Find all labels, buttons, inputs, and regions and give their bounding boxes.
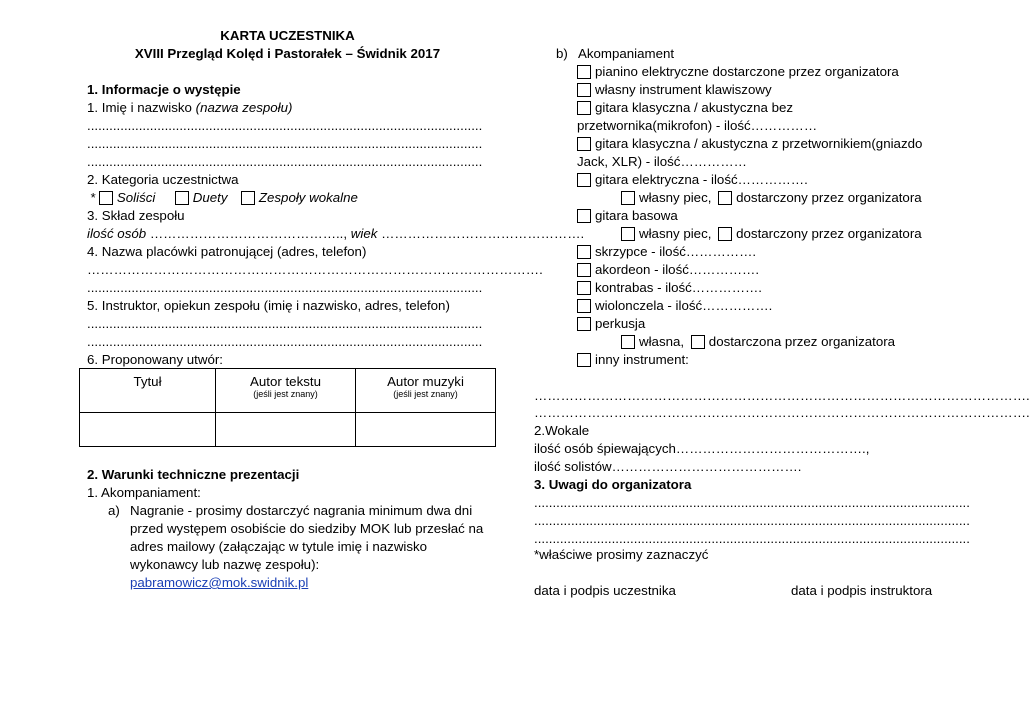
checkbox-bass-own-amp[interactable]: [621, 227, 635, 241]
label-bass-provided-amp: dostarczony przez organizatora: [736, 226, 922, 241]
checkbox-other-instrument[interactable]: [577, 353, 591, 367]
age-label: wiek: [350, 226, 382, 241]
table-header-music-author: [356, 369, 496, 413]
checkbox-electric-provided-amp[interactable]: [718, 191, 732, 205]
name-dots-1[interactable]: ...........................................................................................................: [87, 118, 483, 133]
item-a-line-1: Nagranie - prosimy dostarczyć nagrania minimum dwa dni: [130, 503, 473, 518]
checkbox-guitar-electric[interactable]: [577, 173, 591, 187]
remarks-dots-1[interactable]: ......................................................................................................................: [534, 495, 970, 510]
instructor-label: 5. Instruktor, opiekun zespołu (imię i nazwisko, adres, telefon): [87, 298, 450, 313]
b-marker: b): [556, 46, 568, 61]
vocals-label: 2.Wokale: [534, 423, 590, 438]
accompaniment-label: 1. Akompaniament:: [87, 485, 201, 500]
checkbox-groups[interactable]: [241, 191, 255, 205]
label-guitar-classic-pickup-b: Jack, XLR) - ilość……………: [577, 154, 747, 169]
instructor-dots-2[interactable]: ...........................................................................................................: [87, 334, 483, 349]
institution-label: 4. Nazwa placówki patronującej (adres, telefon): [87, 244, 367, 259]
label-guitar-electric: gitara elektryczna - ilość…………….: [595, 172, 808, 187]
email-link[interactable]: pabramowicz@mok.swidnik.pl: [130, 575, 309, 590]
checkbox-cello[interactable]: [577, 299, 591, 313]
category-star: *: [90, 190, 96, 205]
music-author-label: Autor muzyki: [387, 374, 464, 389]
category-options: [90, 189, 358, 206]
checkbox-own-keyboard[interactable]: [577, 83, 591, 97]
table-header-text-author: [216, 369, 356, 413]
label-piano-electric: pianino elektryczne dostarczone przez organizatora: [595, 64, 899, 79]
institution-dots-2[interactable]: ...........................................................................................................: [87, 280, 483, 295]
piece-label: 6. Proponowany utwór:: [87, 352, 224, 367]
label-percussion-provided: dostarczona przez organizatora: [708, 334, 896, 349]
label-accordion: akordeon - ilość…………….: [595, 262, 760, 277]
label-guitar-classic-pickup-a: gitara klasyczna / akustyczna z przetwornikiem(gniazdo: [595, 136, 923, 151]
label-percussion: perkusja: [595, 316, 646, 331]
checkbox-percussion-provided[interactable]: [691, 335, 705, 349]
section-2-heading: 2. Warunki techniczne prezentacji: [87, 467, 300, 482]
form-subtitle: XVIII Przegląd Kolęd i Pastorałek – Świdnik 2017: [134, 46, 441, 61]
piece-table: [79, 368, 496, 447]
text-author-label: Autor tekstu: [250, 374, 321, 389]
label-guitar-classic-mic-b: przetwornika(mikrofon) - ilość……………: [577, 118, 818, 133]
label-electric-provided-amp: dostarczony przez organizatora: [736, 190, 922, 205]
checkbox-violin[interactable]: [577, 245, 591, 259]
table-cell-text-author[interactable]: [216, 413, 356, 447]
label-violin: skrzypce - ilość…………….: [595, 244, 757, 259]
checkbox-duets[interactable]: [175, 191, 189, 205]
checkbox-double-bass[interactable]: [577, 281, 591, 295]
remarks-dots-2[interactable]: ......................................................................................................................: [534, 513, 970, 528]
remarks-dots-3[interactable]: ......................................................................................................................: [534, 531, 970, 546]
checkbox-accordion[interactable]: [577, 263, 591, 277]
count-dots[interactable]: ……………………………………..,: [149, 226, 351, 241]
checkbox-guitar-classic-mic[interactable]: [577, 101, 591, 115]
table-cell-title[interactable]: [80, 413, 216, 447]
label-cello: wiolonczela - ilość…………….: [595, 298, 773, 313]
soloists-count[interactable]: ilość solistów…………………………………….: [534, 459, 802, 474]
other-dots-1[interactable]: ………………………………………………………………………………………………….: [534, 388, 1030, 403]
label-groups: Zespoły wokalne: [258, 190, 358, 205]
checkbox-soloists[interactable]: [99, 191, 113, 205]
label-double-bass: kontrabas - ilość…………….: [595, 280, 762, 295]
item-a-line-4: wykonawcy lub nazwę zespołu):: [130, 557, 320, 572]
label-bass-own-amp: własny piec,: [639, 226, 712, 241]
label-duets: Duety: [192, 190, 228, 205]
text-author-note: (jeśli jest znany): [253, 389, 318, 399]
composition-label: 3. Skład zespołu: [87, 208, 185, 223]
count-age-row: [87, 225, 584, 242]
section-1-heading: 1. Informacje o występie: [87, 82, 241, 97]
footnote: *właściwe prosimy zaznaczyć: [534, 547, 709, 562]
checkbox-electric-own-amp[interactable]: [621, 191, 635, 205]
age-dots[interactable]: ……………………………………….: [381, 226, 585, 241]
label-bass-guitar: gitara basowa: [595, 208, 678, 223]
label-own-keyboard: własny instrument klawiszowy: [595, 82, 772, 97]
table-cell-music-author[interactable]: [356, 413, 496, 447]
label-other-instrument: inny instrument:: [595, 352, 689, 367]
checkbox-bass-guitar[interactable]: [577, 209, 591, 223]
label-electric-own-amp: własny piec,: [639, 190, 712, 205]
checkbox-piano-electric[interactable]: [577, 65, 591, 79]
other-dots-2[interactable]: ………………………………………………………………………………………………….: [534, 405, 1030, 420]
name-label: [87, 99, 292, 116]
name-dots-2[interactable]: ...........................................................................................................: [87, 136, 483, 151]
checkbox-guitar-classic-pickup[interactable]: [577, 137, 591, 151]
signature-instructor: data i podpis instruktora: [791, 583, 933, 598]
label-soloists: Soliści: [116, 190, 156, 205]
instructor-dots-1[interactable]: ...........................................................................................................: [87, 316, 483, 331]
category-label: 2. Kategoria uczestnictwa: [87, 172, 239, 187]
table-header-title: Tytuł: [80, 369, 216, 413]
b-label: Akompaniament: [578, 46, 675, 61]
section-3-heading: 3. Uwagi do organizatora: [534, 477, 692, 492]
name-label-note: (nazwa zespołu): [195, 100, 293, 115]
item-a-line-2: przed występem osobiście do siedziby MOK lub przesłać na: [130, 521, 484, 536]
institution-dots-1[interactable]: ………………………………………………………………………………………….: [87, 262, 543, 277]
checkbox-bass-provided-amp[interactable]: [718, 227, 732, 241]
label-percussion-own: własna,: [639, 334, 685, 349]
item-a-line-3: adres mailowy (załączając w tytule imię i nazwisko: [130, 539, 428, 554]
form-title: KARTA UCZESTNIKA: [220, 28, 355, 43]
label-guitar-classic-mic-a: gitara klasyczna / akustyczna bez: [595, 100, 794, 115]
singers-count[interactable]: ilość osób śpiewających…………………………………….,: [534, 441, 870, 456]
checkbox-percussion[interactable]: [577, 317, 591, 331]
count-label: ilość osób: [87, 226, 150, 241]
music-author-note: (jeśli jest znany): [393, 389, 458, 399]
signature-participant: data i podpis uczestnika: [534, 583, 676, 598]
checkbox-percussion-own[interactable]: [621, 335, 635, 349]
name-label-text: 1. Imię i nazwisko: [87, 100, 196, 115]
name-dots-3[interactable]: ...........................................................................................................: [87, 154, 483, 169]
item-a-marker: a): [108, 503, 120, 518]
